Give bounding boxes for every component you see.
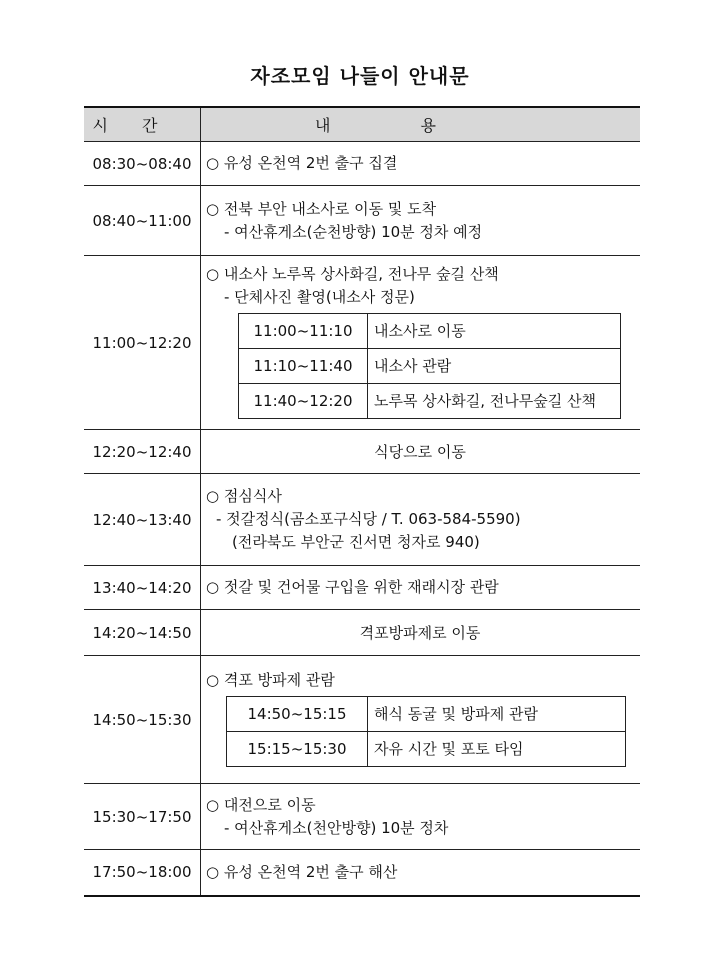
- row-sub-text: - 단체사진 촬영(내소사 정문): [224, 287, 415, 306]
- sub-schedule-desc: 내소사 관람: [368, 348, 621, 383]
- row-content: [201, 850, 641, 896]
- header-content: [201, 107, 641, 142]
- sub-schedule-desc: 노루목 상사화길, 전나무숲길 산책: [368, 383, 621, 418]
- sub-schedule-table: [238, 313, 621, 419]
- sub-schedule-time: 11:40~12:20: [239, 383, 368, 418]
- row-time: 14:50~15:30: [84, 656, 201, 784]
- row-time: 11:00~12:20: [84, 256, 201, 430]
- row-time: 17:50~18:00: [84, 850, 201, 896]
- sub-schedule-desc: 해식 동굴 및 방파제 관람: [368, 696, 626, 731]
- row-time: 08:30~08:40: [84, 142, 201, 186]
- sub-schedule-row: [227, 731, 626, 766]
- row-content: [201, 784, 641, 850]
- sub-schedule-row: [239, 348, 621, 383]
- row-content: [201, 656, 641, 784]
- row-content: [201, 142, 641, 186]
- row-main-text: ○ 전북 부안 내소사로 이동 및 도착: [206, 199, 437, 218]
- sub-schedule-row: [239, 313, 621, 348]
- sub-schedule-row: [239, 383, 621, 418]
- table-row: [84, 186, 640, 256]
- row-time: 12:40~13:40: [84, 474, 201, 566]
- schedule-table: [84, 106, 640, 897]
- row-sub-text-2: (전라북도 부안군 진서면 청자로 940): [232, 533, 480, 551]
- row-sub-text: - 여산휴게소(천안방향) 10분 정차: [224, 818, 449, 837]
- row-time: 12:20~12:40: [84, 430, 201, 474]
- sub-schedule-row: [227, 696, 626, 731]
- header-content-label: 내용: [315, 116, 526, 135]
- table-header-row: [84, 107, 640, 142]
- row-time: 08:40~11:00: [84, 186, 201, 256]
- sub-schedule-desc: 내소사로 이동: [368, 313, 621, 348]
- sub-schedule-table: [226, 696, 626, 767]
- table-row: [84, 142, 640, 186]
- sub-schedule-time: 11:00~11:10: [239, 313, 368, 348]
- table-row: [84, 610, 640, 656]
- row-time: 13:40~14:20: [84, 566, 201, 610]
- sub-schedule-time: 15:15~15:30: [227, 731, 368, 766]
- table-row: [84, 474, 640, 566]
- row-sub-text: - 젓갈정식(곰소포구식당 / T. 063-584-5590): [216, 510, 521, 528]
- row-main-text: ○ 점심식사: [206, 487, 282, 505]
- header-time: [84, 107, 201, 142]
- table-row: [84, 850, 640, 896]
- row-content: 식당으로 이동: [201, 430, 641, 474]
- row-main-text: ○ 젓갈 및 건어물 구입을 위한 재래시장 관람: [206, 578, 499, 596]
- table-row: [84, 784, 640, 850]
- row-content: [201, 474, 641, 566]
- row-main-text: ○ 격포 방파제 관람: [206, 670, 335, 689]
- table-row: [84, 256, 640, 430]
- page-title: 자조모임 나들이 안내문: [250, 64, 470, 88]
- row-main-text: ○ 대전으로 이동: [206, 795, 316, 814]
- table-row: [84, 656, 640, 784]
- row-content: [201, 566, 641, 610]
- row-content: [201, 186, 641, 256]
- header-time-label: 시간: [92, 116, 192, 135]
- sub-schedule-time: 11:10~11:40: [239, 348, 368, 383]
- row-main-text: ○ 내소사 노루목 상사화길, 전나무 숲길 산책: [206, 264, 499, 283]
- row-time: 15:30~17:50: [84, 784, 201, 850]
- row-main-text: ○ 유성 온천역 2번 출구 해산: [206, 862, 398, 881]
- row-content: 격포방파제로 이동: [201, 610, 641, 656]
- row-main-text: ○ 유성 온천역 2번 출구 집결: [206, 154, 398, 172]
- table-row: [84, 430, 640, 474]
- sub-schedule-desc: 자유 시간 및 포토 타임: [368, 731, 626, 766]
- row-time: 14:20~14:50: [84, 610, 201, 656]
- row-sub-text: - 여산휴게소(순천방향) 10분 정차 예정: [224, 222, 483, 241]
- row-content: [201, 256, 641, 430]
- sub-schedule-time: 14:50~15:15: [227, 696, 368, 731]
- table-row: [84, 566, 640, 610]
